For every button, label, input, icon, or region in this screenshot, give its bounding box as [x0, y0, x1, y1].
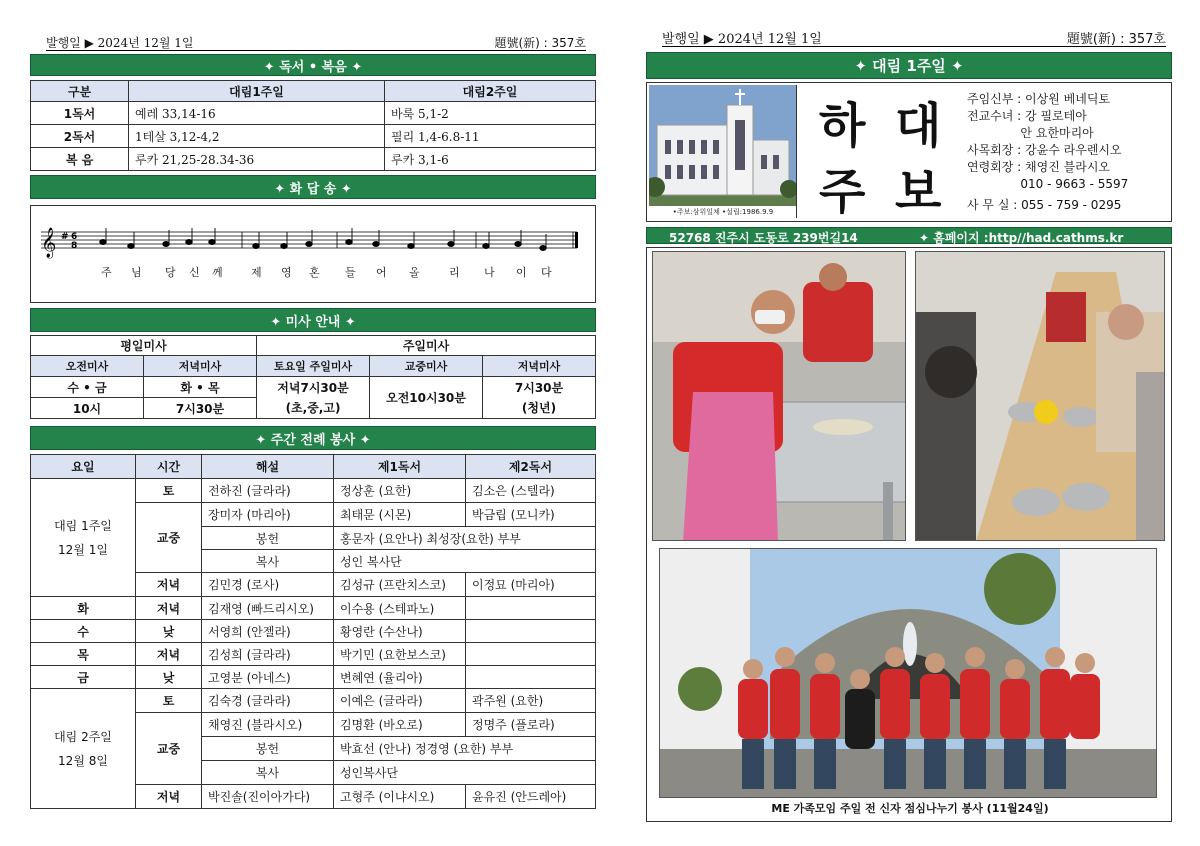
duty-header: 제1독서 — [334, 455, 466, 479]
lyric-syllable: 님 — [131, 266, 142, 279]
duty-header: 해설 — [202, 455, 334, 479]
time-cell: 낮 — [136, 620, 202, 643]
reading-week1: 1테살 3,12-4,2 — [129, 125, 385, 148]
lyric-syllable: 혼 — [309, 266, 320, 279]
server-names: 성인 복사단 — [334, 550, 596, 573]
offering-label: 봉헌 — [202, 737, 334, 761]
reader2-cell: 이정묘 (마리아) — [466, 573, 596, 597]
narrator-cell: 장미자 (마리아) — [202, 503, 334, 527]
reader2-cell: 박금립 (모니카) — [466, 503, 596, 527]
readings-header: 대림1주일 — [129, 81, 385, 102]
evening-days: 화 • 목 — [144, 377, 257, 398]
readings-header: 대림2주일 — [385, 81, 596, 102]
day-cell: 금 — [31, 666, 136, 689]
morning-time: 10시 — [31, 398, 144, 419]
hymn-score — [30, 205, 596, 303]
staff-line: 안 요한마리아 — [967, 126, 1094, 140]
photo-caption: ME 가족모임 주일 전 신자 점심나누기 봉사 (11월24일) — [771, 802, 1049, 815]
narrator-cell: 김민경 (로사) — [202, 573, 334, 597]
mass-table — [30, 335, 596, 419]
narrator-cell: 김재영 (빠드리시오) — [202, 597, 334, 620]
sunday-mass-header: 주일미사 — [257, 336, 596, 356]
mass-band: ✦ 미사 안내 ✦ — [30, 308, 596, 332]
reader2-cell — [466, 643, 596, 666]
reader2-cell — [466, 597, 596, 620]
church-caption: •주보:삼위일체 •설립:1986.9.9 — [649, 206, 797, 218]
duty-header: 요일 — [31, 455, 136, 479]
readings-table — [30, 80, 596, 171]
lyric-syllable: 주 — [101, 266, 112, 279]
kitchen-photo — [652, 251, 906, 541]
server-label: 복사 — [202, 550, 334, 573]
lyric-syllable: 당 — [165, 266, 176, 279]
church-building-image — [649, 85, 797, 218]
high-mass: 오전10시30분 — [370, 377, 483, 419]
lyric-syllable: 다 — [541, 266, 552, 279]
reading-week2: 바룩 5,1-2 — [385, 102, 596, 125]
reading-label: 2독서 — [31, 125, 129, 148]
reader2-cell — [466, 666, 596, 689]
reading-week2: 루카 3,1-6 — [385, 148, 596, 171]
staff-line: 010 - 9663 - 5597 — [967, 177, 1129, 191]
group-photo — [659, 548, 1157, 798]
reader1-cell: 김성규 (프란치스코) — [334, 573, 466, 597]
morning-days: 수 • 금 — [31, 377, 144, 398]
sunday-evening-time: 7시30분 — [514, 380, 564, 395]
sunday-evening-note: (청년) — [521, 400, 557, 415]
divider — [46, 50, 586, 51]
lyric-syllable: 리 — [449, 266, 460, 279]
music-staff — [31, 206, 597, 266]
reader1-cell: 김명환 (바오로) — [334, 713, 466, 737]
issue-number: 題號(新) : 357호 — [494, 36, 586, 50]
time-cell: 토 — [136, 689, 202, 713]
duty-header: 시간 — [136, 455, 202, 479]
lyric-syllable: 이 — [516, 266, 527, 279]
mass-subheader: 오전미사 — [31, 356, 144, 377]
saturday-mass — [257, 377, 370, 419]
lyric-syllable: 신 — [189, 266, 200, 279]
offering-names: 박효선 (안나) 정경영 (요한) 부부 — [334, 737, 596, 761]
weekday-mass-header: 평일미사 — [31, 336, 257, 356]
staff-line: 연령회장 : 채영진 블라시오 — [967, 160, 1110, 174]
issue-date: 발행일 ▶ 2024년 12월 1일 — [46, 36, 194, 50]
server-names: 성인복사단 — [334, 761, 596, 785]
week2-date: 12월 8일 — [58, 753, 108, 768]
lyric-syllable: 영 — [281, 266, 292, 279]
offering-names: 홍문자 (요안나) 최성장(요한) 부부 — [334, 527, 596, 550]
hymn-band: ✦ 화 답 송 ✦ — [30, 175, 596, 199]
reader2-cell: 윤유진 (안드레아) — [466, 785, 596, 809]
reader1-cell: 황영란 (수산나) — [334, 620, 466, 643]
masthead — [646, 82, 1172, 222]
left-issue-line — [46, 34, 586, 52]
reader1-cell: 이예은 (글라라) — [334, 689, 466, 713]
time-cell: 교중 — [136, 713, 202, 785]
week1-date: 12월 1일 — [58, 542, 108, 557]
staff-line: 주임신부 : 이상원 베네딕토 — [967, 92, 1110, 106]
title-char: 대 — [895, 98, 942, 154]
week2-label: 대림 2주일 — [54, 729, 112, 744]
time-cell: 저녁 — [136, 643, 202, 666]
mass-subheader: 저녁미사 — [483, 356, 596, 377]
staff-line: 전교수녀 : 강 필로테아 — [967, 109, 1087, 123]
narrator-cell: 전하진 (글라라) — [202, 479, 334, 503]
svg-text:8: 8 — [71, 241, 78, 251]
church-photo — [649, 85, 797, 218]
week1-cell — [31, 479, 136, 597]
lyric-syllable: 어 — [376, 266, 387, 279]
time-cell: 저녁 — [136, 785, 202, 809]
lyric-syllable: 제 — [251, 266, 262, 279]
time-cell: 저녁 — [136, 573, 202, 597]
time-cell: 낮 — [136, 666, 202, 689]
lyric-syllable: 올 — [409, 266, 420, 279]
narrator-cell: 김숙경 (글라라) — [202, 689, 334, 713]
dining-photo — [915, 251, 1165, 541]
reader2-cell: 정명주 (플로라) — [466, 713, 596, 737]
saturday-note: (초,중,고) — [285, 400, 341, 415]
readings-band: ✦ 독서 • 복음 ✦ — [30, 54, 596, 76]
lyric-syllable: 나 — [484, 266, 495, 279]
mass-subheader: 토요일 주일미사 — [257, 356, 370, 377]
day-cell: 목 — [31, 643, 136, 666]
reading-week2: 필리 1,4-6.8-11 — [385, 125, 596, 148]
address-band — [646, 227, 1172, 244]
day-cell: 수 — [31, 620, 136, 643]
title-char: 보 — [895, 164, 942, 220]
saturday-time: 저녁7시30분 — [277, 380, 349, 395]
issue-date: 발행일 ▶ 2024년 12월 1일 — [662, 32, 822, 47]
reading-label: 복 음 — [31, 148, 129, 171]
reader1-cell: 변혜연 (율리아) — [334, 666, 466, 689]
readings-header: 구분 — [31, 81, 129, 102]
treble-clef-icon: 𝄞 — [41, 228, 57, 258]
photo-frame — [646, 247, 1172, 822]
divider — [662, 46, 1166, 47]
duty-header: 제2독서 — [466, 455, 596, 479]
narrator-cell: 박진솔(진이아가다) — [202, 785, 334, 809]
sunday-evening-mass — [483, 377, 596, 419]
mass-subheader: 저녁미사 — [144, 356, 257, 377]
address: 52768 진주시 도동로 239번길14 — [669, 231, 858, 245]
narrator-cell: 채영진 (블라시오) — [202, 713, 334, 737]
duty-table — [30, 454, 596, 809]
reading-week1: 루카 21,25-28.34-36 — [129, 148, 385, 171]
sunday-band: ✦ 대림 1주일 ✦ — [646, 52, 1172, 79]
staff-line: 사 무 실 : 055 - 759 - 0295 — [967, 198, 1122, 212]
evening-time: 7시30분 — [144, 398, 257, 419]
week2-cell — [31, 689, 136, 809]
homepage: ✦ 홈페이지 :http//had.cathms.kr — [919, 231, 1124, 245]
staff-list — [967, 91, 1128, 214]
reader1-cell: 최태문 (시몬) — [334, 503, 466, 527]
server-label: 복사 — [202, 761, 334, 785]
reader2-cell — [466, 620, 596, 643]
reading-label: 1독서 — [31, 102, 129, 125]
reader1-cell: 정상훈 (요한) — [334, 479, 466, 503]
title-char: 주 — [819, 164, 866, 220]
narrator-cell: 서영희 (안젤라) — [202, 620, 334, 643]
reader2-cell: 김소은 (스텔라) — [466, 479, 596, 503]
reader1-cell: 고형주 (이냐시오) — [334, 785, 466, 809]
reader1-cell: 박기민 (요한보스코) — [334, 643, 466, 666]
mass-subheader: 교중미사 — [370, 356, 483, 377]
issue-number: 題號(新) : 357호 — [1066, 32, 1166, 47]
narrator-cell: 고영분 (아네스) — [202, 666, 334, 689]
svg-text:#: # — [61, 232, 69, 242]
lyric-syllable: 들 — [345, 266, 356, 279]
day-cell: 화 — [31, 597, 136, 620]
reading-week1: 예레 33,14-16 — [129, 102, 385, 125]
right-issue-line — [662, 28, 1166, 46]
title-char: 하 — [819, 98, 866, 154]
reader1-cell: 이수용 (스테파노) — [334, 597, 466, 620]
duty-band: ✦ 주간 전례 봉사 ✦ — [30, 426, 596, 450]
svg-text:6: 6 — [71, 232, 78, 242]
time-cell: 토 — [136, 479, 202, 503]
offering-label: 봉헌 — [202, 527, 334, 550]
staff-line: 사목회장 : 강윤수 라우렌시오 — [967, 143, 1122, 157]
reader2-cell: 곽주원 (요한) — [466, 689, 596, 713]
hymn-lyrics — [31, 264, 597, 284]
lyric-syllable: 께 — [212, 266, 223, 279]
time-cell: 저녁 — [136, 597, 202, 620]
narrator-cell: 김성희 (글라라) — [202, 643, 334, 666]
week1-label: 대림 1주일 — [54, 518, 112, 533]
time-cell: 교중 — [136, 503, 202, 573]
